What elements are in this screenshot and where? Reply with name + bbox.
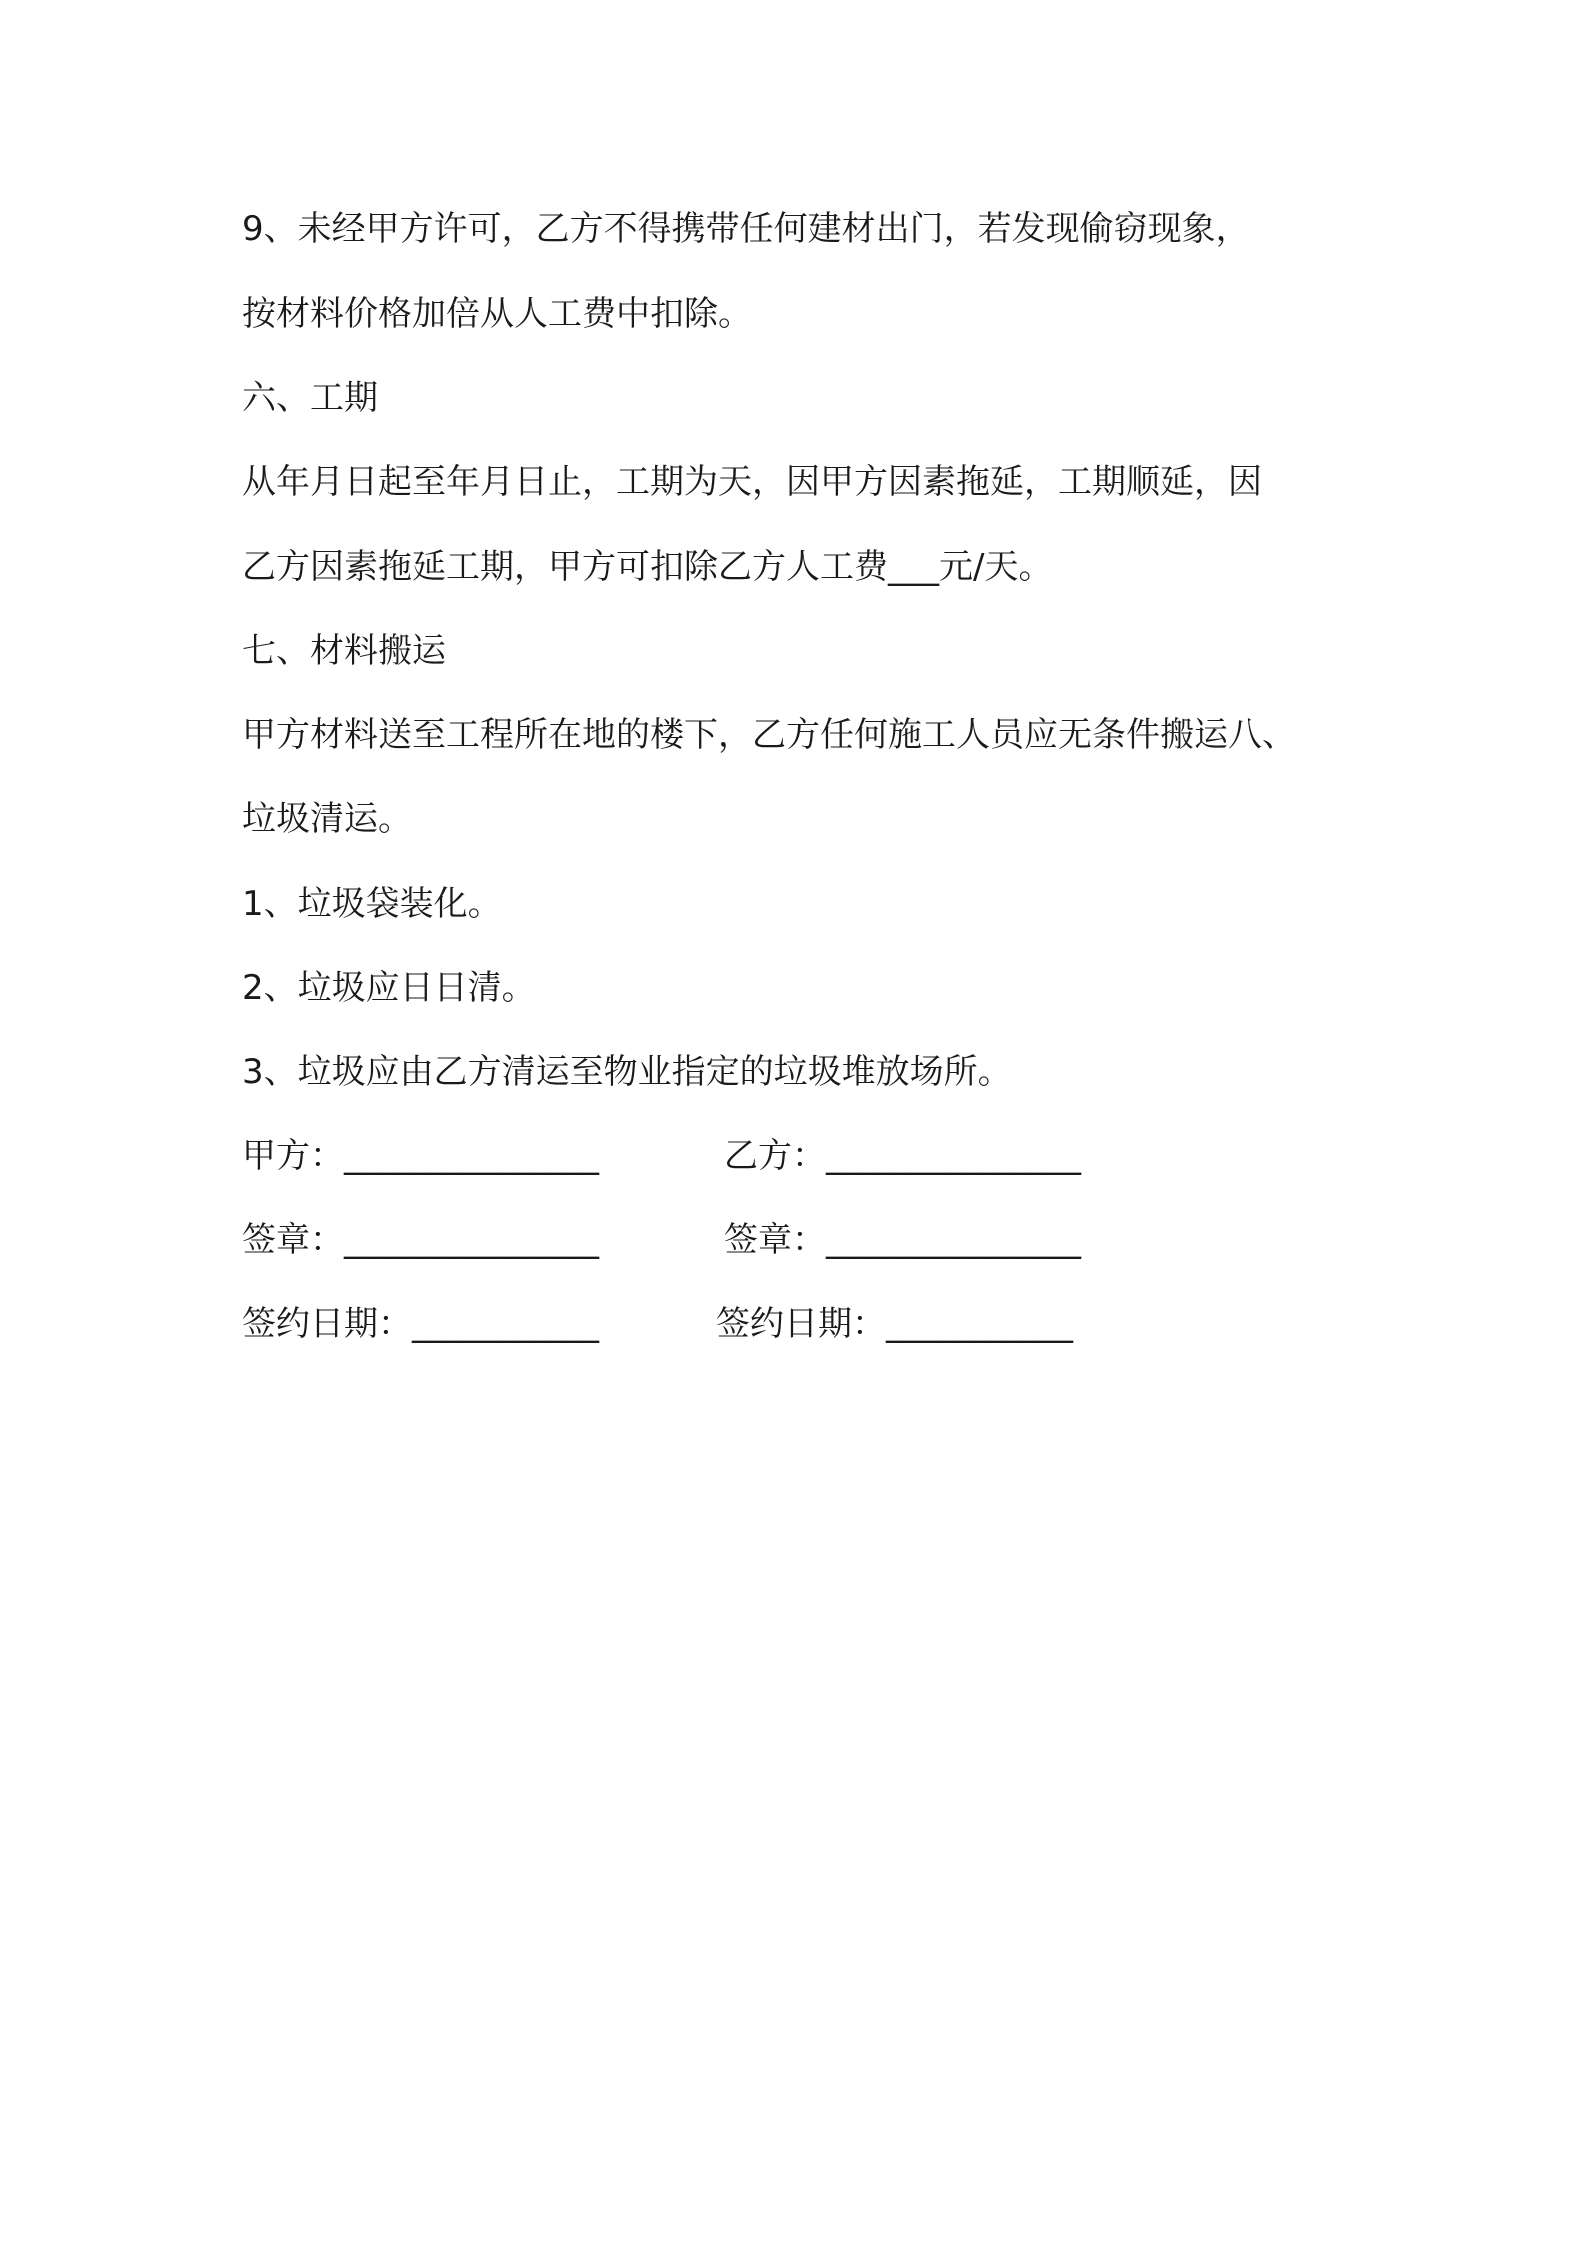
transport-line-2: 垃圾清运。 [242, 799, 412, 839]
party-a-seal-field: 签章：_______________ [242, 1220, 599, 1260]
party-a-field: 甲方：_______________ [242, 1136, 599, 1176]
party-a-date-field: 签约日期：___________ [242, 1304, 599, 1344]
section-heading-transport: 七、材料搬运 [242, 631, 446, 671]
section-heading-schedule: 六、工期 [242, 378, 378, 418]
clause-9-line-2: 按材料价格加倍从人工费中扣除。 [242, 294, 752, 334]
clause-9-line-1: 9、未经甲方许可，乙方不得携带任何建材出门，若发现偷窃现象， [242, 209, 1250, 249]
transport-line-1: 甲方材料送至工程所在地的楼下，乙方任何施工人员应无条件搬运八、 [242, 715, 1296, 755]
garbage-item-3: 3、垃圾应由乙方清运至物业指定的垃圾堆放场所。 [242, 1052, 1012, 1092]
party-b-field: 乙方：_______________ [724, 1136, 1081, 1176]
party-b-seal-field: 签章：_______________ [724, 1220, 1081, 1260]
party-b-date-field: 签约日期：___________ [716, 1304, 1073, 1344]
schedule-line-1: 从年月日起至年月日止，工期为天，因甲方因素拖延，工期顺延，因 [242, 462, 1262, 502]
schedule-line-2: 乙方因素拖延工期，甲方可扣除乙方人工费___元/天。 [242, 547, 1053, 587]
garbage-item-2: 2、垃圾应日日清。 [242, 968, 536, 1008]
garbage-item-1: 1、垃圾袋装化。 [242, 884, 502, 924]
